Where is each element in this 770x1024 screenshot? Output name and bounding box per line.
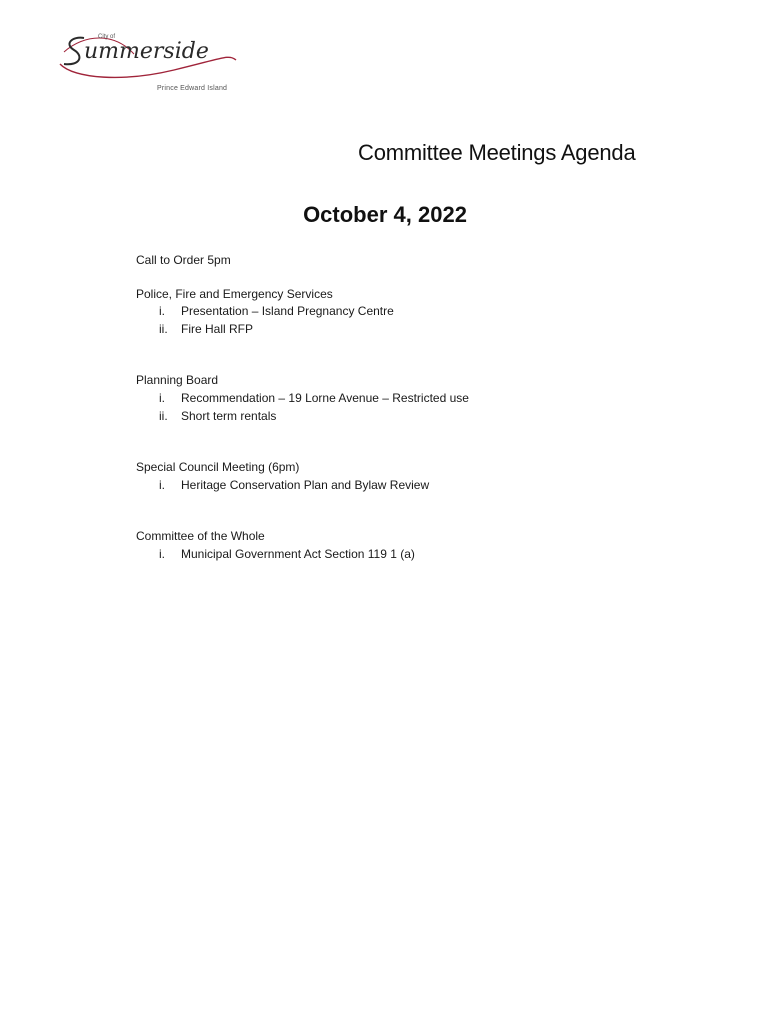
- agenda-item: ii. Short term rentals: [159, 408, 277, 423]
- call-to-order: Call to Order 5pm: [136, 253, 231, 267]
- agenda-section: [136, 528, 696, 563]
- section-heading: Police, Fire and Emergency Services: [136, 286, 333, 301]
- logo-prefix: City of: [98, 34, 116, 40]
- agenda-item: i. Presentation – Island Pregnancy Centre: [159, 304, 394, 319]
- agenda-item: i. Heritage Conservation Plan and Bylaw Review: [159, 477, 430, 492]
- agenda-section: [136, 459, 696, 494]
- agenda-body: [136, 252, 696, 564]
- logo-tagline: Prince Edward Island: [157, 85, 228, 92]
- logo-wordmark: ummerside: [84, 39, 209, 64]
- agenda-section: [136, 286, 696, 339]
- page-title: Committee Meetings Agenda: [358, 140, 636, 165]
- meeting-date: October 4, 2022: [303, 202, 467, 227]
- agenda-item: ii. Fire Hall RFP: [159, 321, 254, 336]
- agenda-section: [136, 372, 696, 425]
- city-logo: [54, 24, 254, 100]
- section-heading: Planning Board: [136, 373, 219, 388]
- summerside-logo-icon: [54, 24, 254, 84]
- agenda-item: i. Recommendation – 19 Lorne Avenue – Restricted use: [159, 390, 469, 405]
- section-heading: Special Council Meeting (6pm): [136, 460, 300, 475]
- agenda-item: i. Municipal Government Act Section 119 1 (a): [159, 546, 415, 561]
- section-heading: Committee of the Whole: [136, 529, 265, 544]
